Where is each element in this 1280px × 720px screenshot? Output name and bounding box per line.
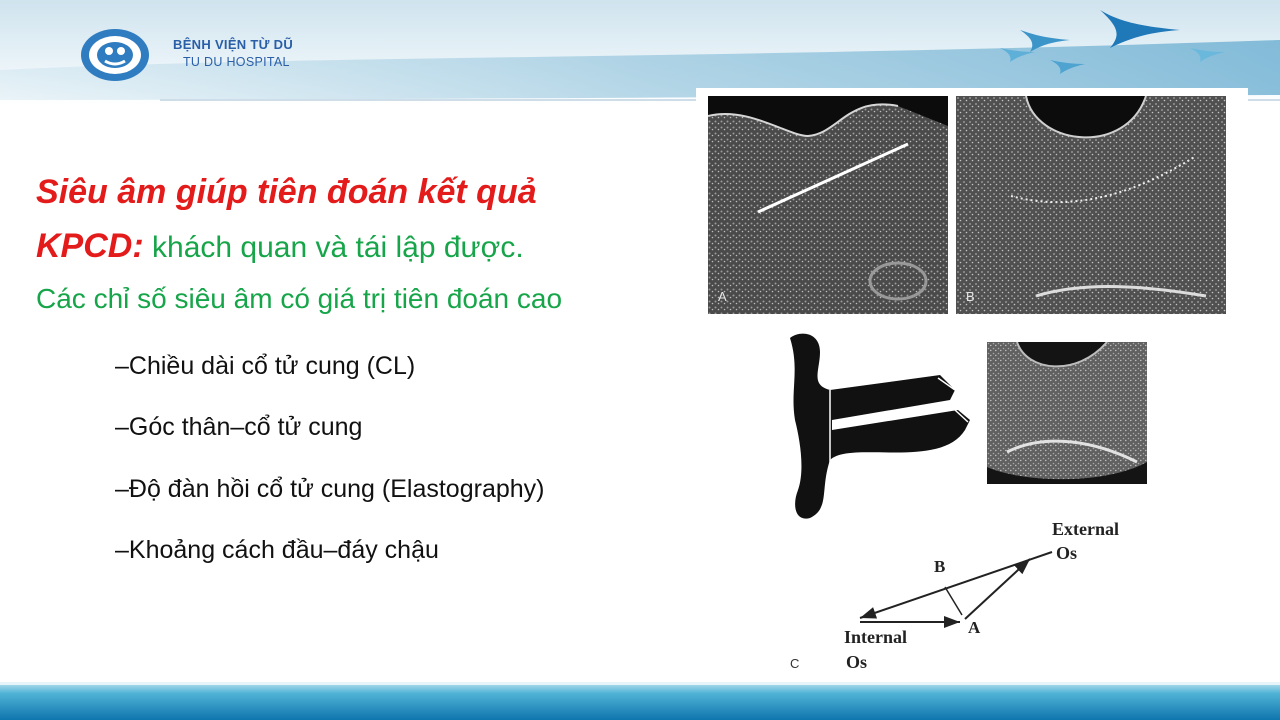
label-b: B — [934, 557, 946, 576]
footer-band — [0, 682, 1280, 720]
ultrasound-image-b — [956, 96, 1226, 314]
panel-c-label: C — [790, 656, 800, 671]
ultrasound-image-c — [987, 342, 1147, 484]
heading-green-suffix: khách quan và tái lập được. — [143, 231, 524, 264]
panel-a-label: A — [718, 289, 727, 304]
cervix-diagram — [790, 330, 975, 522]
hospital-logo — [78, 27, 152, 83]
external-os-label-2: Os — [1056, 543, 1078, 563]
label-a: A — [968, 618, 981, 637]
birds-decoration — [980, 0, 1280, 100]
slide-heading — [36, 165, 696, 275]
bullet-item: –Khoảng cách đầu–đáy chậu — [115, 536, 439, 564]
hospital-name-english: TU DU HOSPITAL — [183, 55, 290, 69]
panel-b-label: B — [966, 289, 975, 304]
angle-diagram — [780, 515, 1150, 680]
bullet-item: –Chiều dài cổ tử cung (CL) — [115, 352, 416, 380]
bullet-item: –Độ đàn hồi cổ tử cung (Elastography) — [115, 475, 545, 503]
bullet-item: –Góc thân–cổ tử cung — [115, 413, 363, 441]
slide-subheading: Các chỉ số siêu âm có giá trị tiên đoán cao — [36, 283, 563, 314]
internal-os-label-1: Internal — [844, 627, 907, 647]
hospital-name: BỆNH VIỆN TỪ DŨ — [173, 37, 294, 52]
external-os-label-1: External — [1052, 519, 1119, 539]
heading-red-line2: KPCD: — [36, 227, 144, 265]
ultrasound-image-a — [708, 96, 948, 314]
internal-os-label-2: Os — [846, 652, 868, 672]
heading-red-line1: Siêu âm giúp tiên đoán kết quả — [36, 173, 537, 211]
